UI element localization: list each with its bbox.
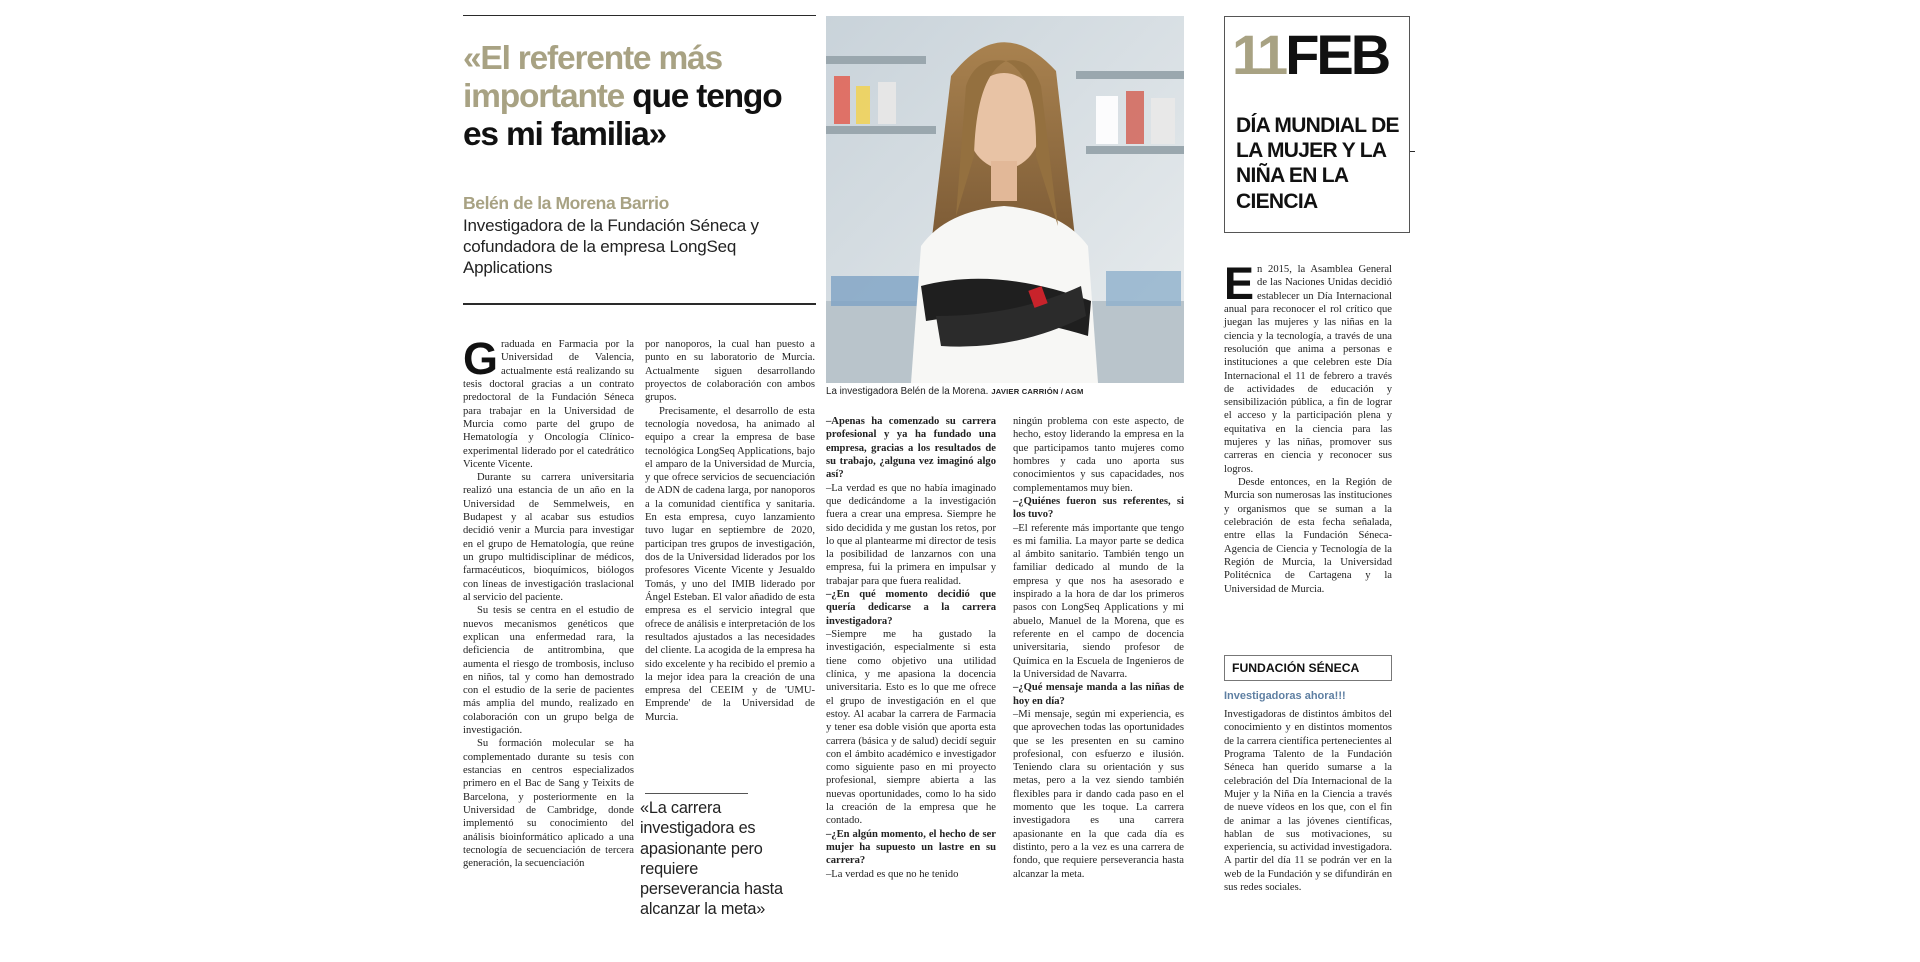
interview-question: –¿En algún momento, el hecho de ser mujer ha supuesto un lastre en su carrera?	[826, 828, 996, 867]
paragraph: Desde entonces, en la Región de Murcia son numerosas las instituciones y organismos que se suman a la celebración de esta fecha señalada, entre ellas la Fundación Séneca-Agencia de Ciencia y Tecnología de la Región de Murcia, la Universidad Politécnica de Cartagena y la Universidad de Murcia.	[1224, 477, 1392, 595]
date-label	[1232, 23, 1388, 87]
sidebar-intro: En 2015, la Asamblea General de las Naciones Unidas decidió establecer un Día Internacional anual para reconocer el rol crítico que juegan las mujeres y las niñas en la ciencia y la tecnología, a través de una resolución que anima a personas e instituciones a que celebren este Día Internacional el 11 de febrero a través de actividades de educación y sensibilización pública, a fin de lograr el acceso y la participación plena y equitativa en la ciencia para las mujeres y las niñas, promover sus carreras en ciencia y reconocer sus logros.	[1224, 258, 1392, 475]
interview-answer: –Mi mensaje, según mi experiencia, es que aprovechen todas las oportunidades que se les presenten en su camino profesional, con esfuerzo e ilusión. Teniendo clara su orientación y sus metas, pero a la vez siendo también flexibles para ir dando cada paso en el momento que les toque. La carrera investigadora es una carrera apasionante en la que cada día es distinto, pero a la vez es una carrera de fondo, que requiere perseverancia hasta alcanzar la meta.	[1013, 708, 1184, 880]
article-column-2	[645, 338, 815, 724]
photo-credit: JAVIER CARRIÓN / AGM	[991, 387, 1084, 396]
interview-answer: –La verdad es que no he tenido	[826, 868, 959, 880]
sidebar-dropcap: E	[1224, 258, 1255, 309]
fundacion-seneca-label: FUNDACIÓN SÉNECA	[1224, 655, 1392, 681]
interview-answer: –Siempre me ha gustado la investigación, especialmente si esta tiene como objetivo una utilidad clínica, y me apasiona la docencia universitaria. Esto es lo que me ofrece el grupo de investigación en el que estoy. Al acabar la carrera de Farmacia y tener esa doble visión que aporta esta carrera (básica y de salud) decidí seguir con el ámbito académico e investigador como siguiente paso en mi proyecto profesional, siempre abierta a las nuevas oportunidades, como lo ha sido la creación de la empresa que he contado.	[826, 629, 996, 827]
interview-answer: –La verdad es que no había imaginado que dedicándome a la investigación fuera a crear una empresa. Siempre he sido decidida y me gustan los retos, por lo que al plantearme mi director de tesis la posibilidad de lanzarnos con una empresa, fui la primera en impulsar y trabajar para que fuera realidad.	[826, 482, 996, 587]
dropcap: G	[463, 333, 499, 384]
date-box	[1224, 16, 1410, 233]
article-column-1	[463, 333, 634, 871]
fund-subtitle: Investigadoras ahora!!!	[1224, 690, 1346, 702]
paragraph: por nanoporos, la cual han puesto a punto en su laboratorio de Murcia. Actualmente siguen desarrollando proyectos de colaboración con ambos grupos.	[645, 339, 815, 404]
interview-question: –¿Quiénes fueron sus referentes, si los tuvo?	[1013, 495, 1184, 521]
headline-rest: que tengo es mi familia»	[463, 78, 782, 153]
date-day: 11	[1232, 23, 1286, 86]
byline-role: Investigadora de la Fundación Séneca y cofundadora de la empresa LongSeq Applications	[463, 216, 759, 277]
byline-name: Belén de la Morena Barrio	[463, 193, 669, 213]
interview-answer: ningún problema con este aspecto, de hecho, estoy liderando la empresa en la que participamos tanto mujeres como hombres y cada uno aporta sus conocimientos y sus capacidades, nos complementamos muy bien.	[1013, 416, 1184, 494]
interview-column-2	[1013, 415, 1184, 881]
interview-column-1	[826, 415, 996, 881]
headline	[463, 40, 818, 154]
box-tick	[1410, 151, 1415, 152]
intro-paragraph: Graduada en Farmacia por la Universidad de Valencia, actualmente está realizando su tesis doctoral gracias a un contrato predoctoral de la Fundación Séneca para trabajar en la Universidad de Murcia como parte del grupo de Hematología y Oncología Clínico-experimental liderado por el catedrático Vicente Vicente.	[463, 333, 634, 470]
sidebar-body	[1224, 258, 1392, 596]
photo-caption	[826, 386, 1084, 397]
sidebar-title: DÍA MUNDIAL DE LA MUJER Y LA NIÑA EN LA CIENCIA	[1236, 114, 1399, 213]
interview-question: –¿En qué momento decidió que quería dedicarse a la carrera investigadora?	[826, 589, 996, 627]
fund-body	[1224, 708, 1392, 894]
interview-question: –¿Qué mensaje manda a las niñas de hoy en día?	[1013, 682, 1184, 707]
caption-text: La investigadora Belén de la Morena.	[826, 386, 989, 397]
article-photo	[826, 16, 1184, 383]
headline-accent: «El referente más importante	[463, 40, 722, 115]
interview-answer: –El referente más importante que tengo es mi familia. La mayor parte se dedica al ámbito sanitario. También tengo un familiar dedicado al mundo de la empresa y que nos ha asesorado e inspirado a la hora de dar los primeros pasos con LongSeq Applications y mi abuelo, Manuel de la Morena, que es referente en el campo de docencia universitaria, siendo profesor de Química en la Escuela de Ingenieros de la Universidad de Navarra.	[1013, 522, 1184, 680]
paragraph: Durante su carrera universitaria realizó una estancia de un año en la Universidad de Semmelweis, en Budapest y al acabar sus estudios decidió venir a Murcia para investigar en el grupo de Hematología, que reúne un grupo multidisciplinar de médicos, farmacéuticos, bioquímicos, biólogos con líneas de investigación traslacional al servicio del paciente.	[463, 472, 634, 603]
paragraph: Precisamente, el desarrollo de esta tecnología novedosa, ha animado al equipo a crear la empresa de base tecnológica LongSeq Applications, bajo el amparo de la Universidad de Murcia, y que ofrece servicios de secuenciación de ADN de cadena larga, por nanoporos a la comunidad científica y sanitaria. En esta empresa, cuyo lanzamiento tuvo lugar en septiembre de 2020, participan tres grupos de investigación, dos de la Universidad liderados por los profesores Vicente Vicente y Jesualdo Tomás, y uno del IMIB liderado por Ángel Esteban. El valor añadido de esta empresa es el servicio integral que ofrece de análisis e interpretación de los resultados ajustados a las necesidades del cliente. La acogida de la empresa ha sido excelente y ha recibido el premio a la mejor idea para la creación de una empresa del CEEIM y de 'UMU-Emprende' de la Universidad de Murcia.	[645, 405, 816, 723]
pullquote-rule	[645, 793, 748, 794]
headline-divider	[463, 303, 816, 305]
paragraph: Investigadoras de distintos ámbitos del conocimiento y en distintos momentos de la carrera científica pertenecientes al Programa Talento de la Fundación Séneca han querido sumarse a la celebración del Día Internacional de la Mujer y la Niña en la Ciencia a través de nueve vídeos en los que, con el fin de animar a las jóvenes científicas, hablan de sus motivaciones, su experiencia, su actividad investigadora. A partir del día 11 se podrán ver en la web de la Fundación y se difundirán en sus redes sociales.	[1224, 709, 1392, 894]
portrait-illustration	[826, 16, 1184, 383]
date-month: FEB	[1285, 23, 1389, 86]
paragraph: Su tesis se centra en el estudio de nuevos mecanismos genéticos que explican una enfermedad rara, la deficiencia de antitrombina, que aumenta el riesgo de trombosis, incluso en niños, tal y como han demostrado con el estudio de la serie de pacientes más amplia del mundo, realizado en colaboración con un grupo belga de investigación.	[463, 605, 634, 737]
top-rule-left	[463, 15, 816, 16]
paragraph: Su formación molecular se ha complementado durante su tesis con estancias en centros especializados primero en el Bac de Sang y Teixits de Barcelona, y posteriormente en la Universidad de Cambridge, donde implementó su conocimiento del análisis bioinformático aplicado a una tecnología de secuenciación de tercera generación, la secuenciación	[463, 738, 634, 870]
interview-question: –Apenas ha comenzado su carrera profesional y ya ha fundado una empresa, gracias a los resultados de su trabajo, ¿alguna vez imaginó algo así?	[826, 416, 996, 481]
pull-quote: «La carrera investigadora es apasionante pero requiere perseverancia hasta alcanzar la meta»	[640, 799, 783, 919]
